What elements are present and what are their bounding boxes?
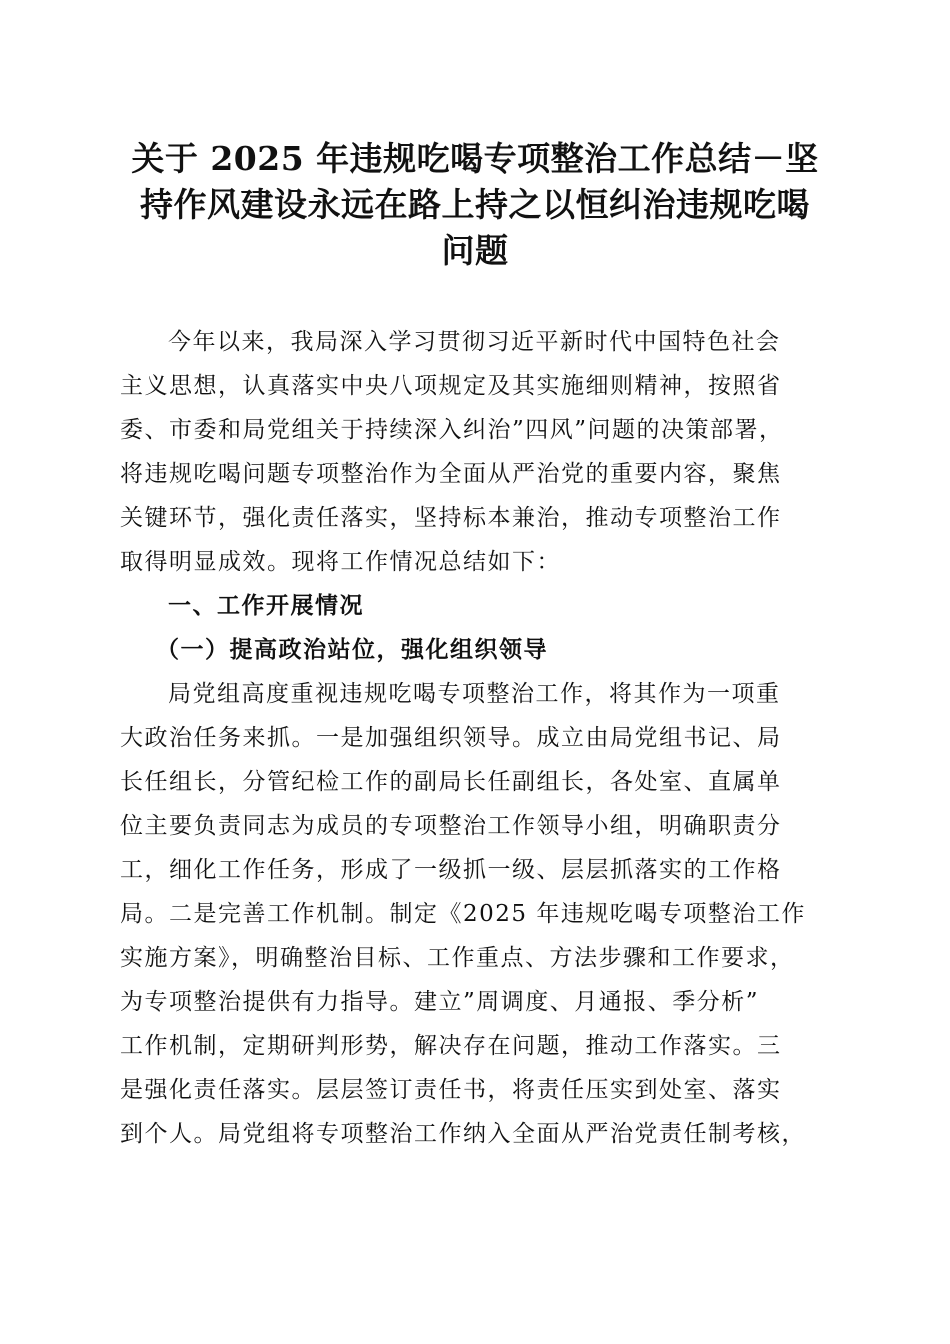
paragraph-line: 关键环节，强化责任落实，坚持标本兼治，推动专项整治工作 <box>120 505 782 531</box>
paragraph-line: 主义思想，认真落实中央八项规定及其实施细则精神，按照省 <box>120 373 782 399</box>
paragraph-line: 今年以来，我局深入学习贯彻习近平新时代中国特色社会 <box>168 329 781 355</box>
paragraph-line: 将违规吃喝问题专项整治作为全面从严治党的重要内容，聚焦 <box>120 461 782 487</box>
paragraph-line: 局党组高度重视违规吃喝专项整治工作，将其作为一项重 <box>168 681 781 707</box>
intro-paragraph <box>120 320 835 584</box>
paragraph-line: 长任组长，分管纪检工作的副局长任副组长，各处室、直属单 <box>120 769 782 795</box>
title-line: 持作风建设永远在路上持之以恒纠治违规吃喝 <box>140 185 810 224</box>
document-title <box>110 136 840 274</box>
section-heading: 一、工作开展情况 <box>168 593 364 619</box>
paragraph-line: 是强化责任落实。层层签订责任书，将责任压实到处室、落实 <box>120 1077 782 1103</box>
title-line: 关于 2025 年违规吃喝专项整治工作总结－坚 <box>131 139 819 178</box>
paragraph-line: 委、市委和局党组关于持续深入纠治”四风”问题的决策部署， <box>120 417 784 443</box>
paragraph-line: 工，细化工作任务，形成了一级抓一级、层层抓落实的工作格 <box>120 857 782 883</box>
body-paragraph <box>120 672 835 1156</box>
paragraph-line: 到个人。局党组将专项整治工作纳入全面从严治党责任制考核， <box>120 1121 806 1147</box>
document-body <box>120 320 835 1156</box>
paragraph-line: 局。二是完善工作机制。制定《2025 年违规吃喝专项整治工作 <box>120 901 806 927</box>
paragraph-line: 实施方案》，明确整治目标、工作重点、方法步骤和工作要求， <box>120 945 795 971</box>
paragraph-line: 取得明显成效。现将工作情况总结如下： <box>120 549 561 575</box>
title-line: 问题 <box>441 231 509 270</box>
subsection-heading: （一）提高政治站位，强化组织领导 <box>156 636 548 663</box>
paragraph-line: 大政治任务来抓。一是加强组织领导。成立由局党组书记、局 <box>120 725 782 751</box>
paragraph-line: 为专项整治提供有力指导。建立”周调度、月通报、季分析” <box>120 989 760 1015</box>
paragraph-line: 工作机制，定期研判形势，解决存在问题，推动工作落实。三 <box>120 1033 782 1059</box>
paragraph-line: 位主要负责同志为成员的专项整治工作领导小组，明确职责分 <box>120 813 782 839</box>
